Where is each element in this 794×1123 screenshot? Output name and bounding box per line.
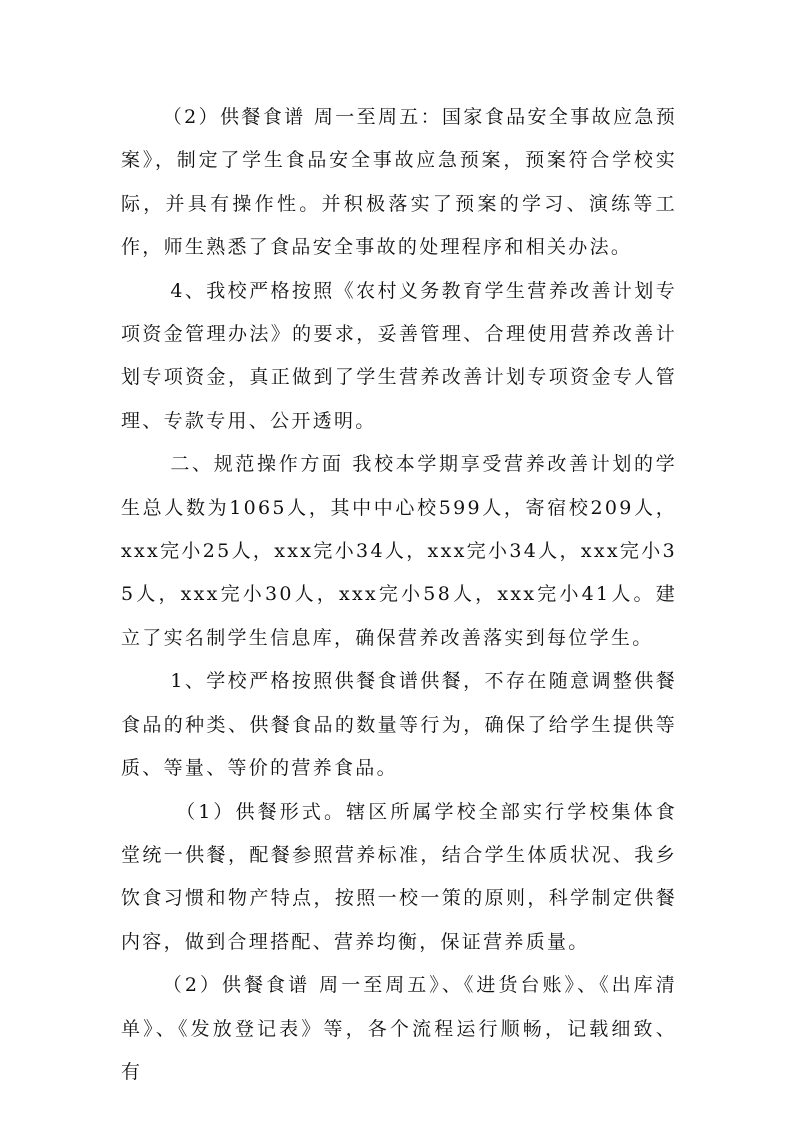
document-body: [121, 96, 677, 1094]
paragraph-fund-management: 4、我校严格按照《农村义务教育学生营养改善计划专项资金管理办法》的要求，妥善管理、合理使用营养改善计划专项资金，真正做到了学生营养改善计划专项资金专人管理、专款专用、公开透明。: [121, 279, 677, 432]
paragraph-standard-operation: 二、规范操作方面 我校本学期享受营养改善计划的学生总人数为1065人，其中中心校599人，寄宿校209人，xxx完小25人，xxx完小34人，xxx完小34人，xxx完小35人，xxx完小30人，xxx完小58人，xxx完小41人。建立了实名制学生信息库，确保营养改善落实到每位学生。: [121, 453, 677, 649]
paragraph-meal-form: （1）供餐形式。辖区所属学校全部实行学校集体食堂统一供餐，配餐参照营养标准，结合学生体质状况、我乡饮食习惯和物产特点，按照一校一策的原则，科学制定供餐内容，做到合理搭配、营养均衡，保证营养质量。: [121, 800, 677, 953]
paragraph-meal-records: （2）供餐食谱 周一至周五》、《进货台账》、《出库清单》、《发放登记表》等，各个流程运行顺畅，记载细致、有: [121, 974, 677, 1083]
paragraph-meal-recipe: 1、学校严格按照供餐食谱供餐，不存在随意调整供餐食品的种类、供餐食品的数量等行为，确保了给学生提供等质、等量、等价的营养食品。: [121, 670, 677, 780]
paragraph-emergency-plan: （2）供餐食谱 周一至周五：国家食品安全事故应急预案》，制定了学生食品安全事故应急预案，预案符合学校实际，并具有操作性。并积极落实了预案的学习、演练等工作，师生熟悉了食品安全事故的处理程序和相关办法。: [121, 106, 677, 259]
